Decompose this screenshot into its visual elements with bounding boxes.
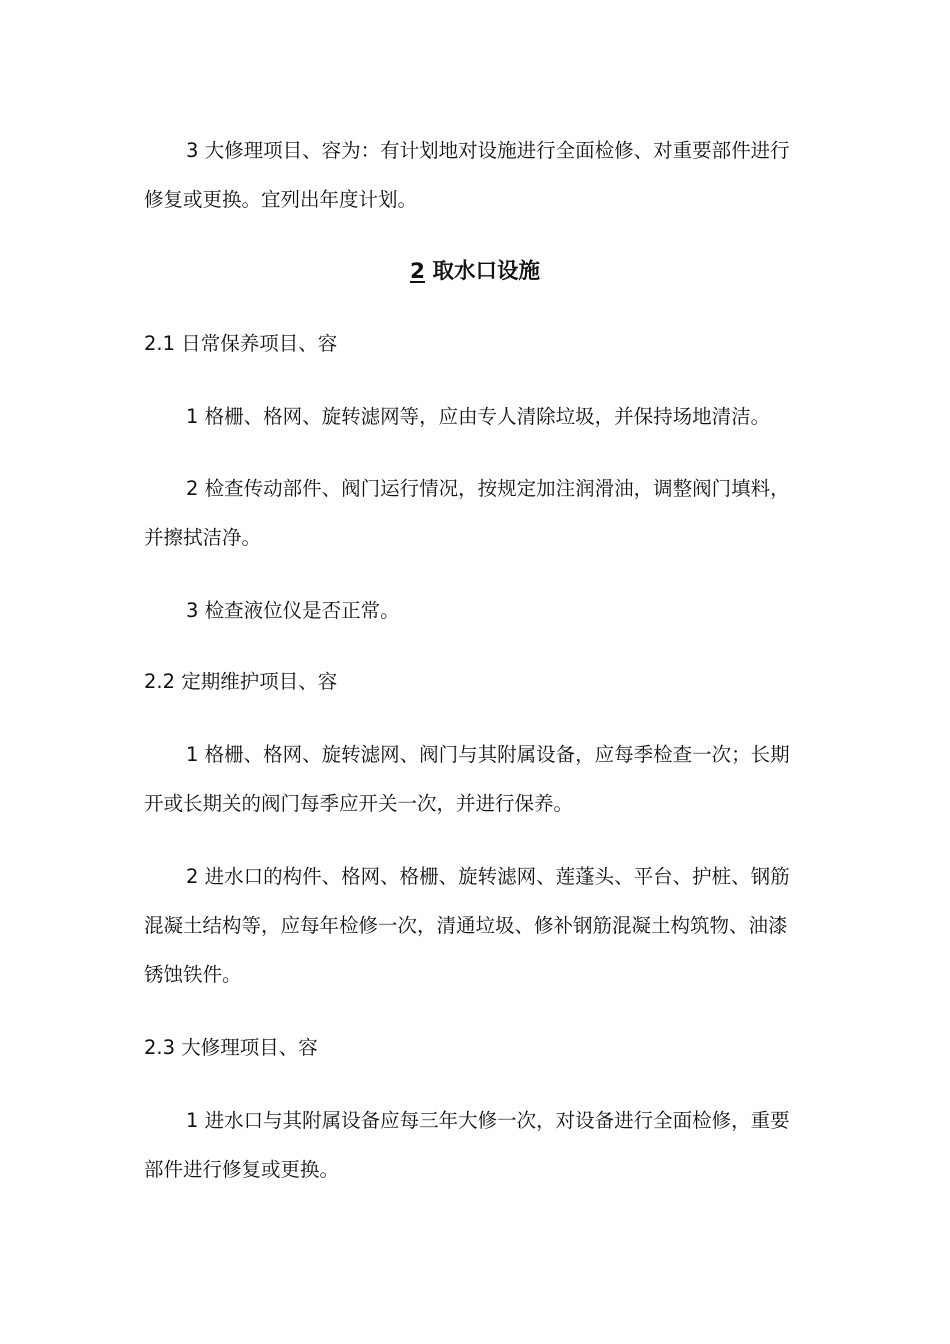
paragraph-2-1-item-3: 3 检查液位仪是否正常。: [186, 599, 400, 622]
paragraph-2-2-item-1: 1 格栅、格网、旋转滤网、阀门与其附属设备，应每季检查一次；长期开或长期关的阀门每季应开关一次，并进行保养。: [144, 743, 790, 815]
paragraph-major-repair-intro: 3 大修理项目、容为：有计划地对设施进行全面检修、对重要部件进行修复或更换。宜列出年度计划。: [144, 139, 790, 211]
paragraph-2-2-item-2: 2 进水口的构件、格网、格栅、旋转滤网、莲蓬头、平台、护桩、钢筋混凝土结构等，应每年检修一次，清通垃圾、修补钢筋混凝土构筑物、油漆锈蚀铁件。: [144, 865, 790, 986]
subsection-heading-2-2: 2.2 定期维护项目、容: [144, 670, 338, 693]
subsection-heading-2-1: 2.1 日常保养项目、容: [144, 332, 338, 355]
paragraph-2-3-item-1: 1 进水口与其附属设备应每三年大修一次，对设备进行全面检修，重要部件进行修复或更换。: [144, 1109, 790, 1181]
section-heading: [0, 252, 950, 292]
subsection-heading-2-3: 2.3 大修理项目、容: [144, 1036, 318, 1059]
paragraph-2-1-item-2: 2 检查传动部件、阀门运行情况，按规定加注润滑油，调整阀门填料，并擦拭洁净。: [144, 477, 790, 549]
section-number: 2: [410, 259, 425, 284]
section-title: 取水口设施: [432, 259, 540, 284]
paragraph-2-1-item-1: 1 格栅、格网、旋转滤网等，应由专人清除垃圾，并保持场地清洁。: [186, 405, 771, 428]
